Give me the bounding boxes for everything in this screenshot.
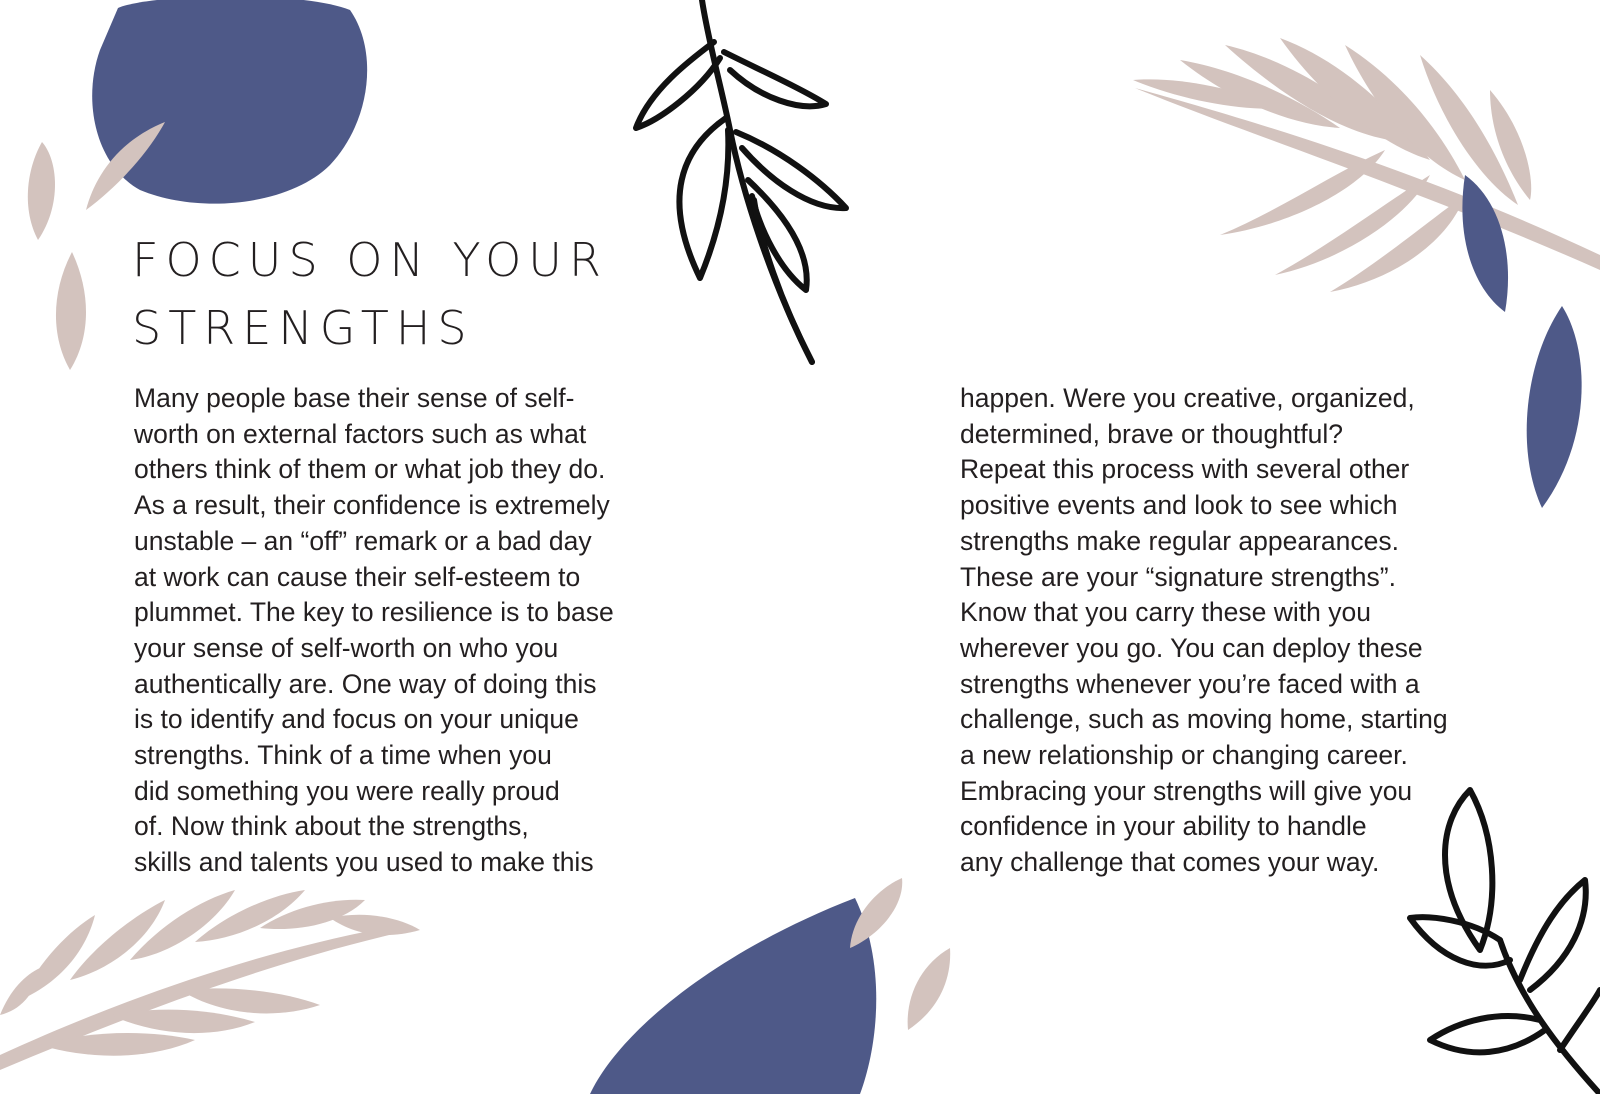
blush-leaf-bottom-2: [908, 948, 951, 1030]
body-line: skills and talents you used to make this: [134, 847, 594, 878]
body-line: strengths. Think of a time when you: [134, 740, 552, 771]
ink-branch-top: [636, 0, 846, 362]
body-line: at work can cause their self-esteem to: [134, 561, 581, 592]
body-line: confidence in your ability to handle: [960, 811, 1367, 842]
body-line: Repeat this process with several other: [960, 454, 1410, 485]
body-line: did something you were really proud: [134, 775, 560, 806]
navy-leaf-right-2: [1527, 306, 1582, 508]
body-line: determined, brave or thoughtful?: [960, 418, 1344, 449]
body-line: strengths whenever you’re faced with a: [960, 668, 1420, 699]
body-line: plummet. The key to resilience is to base: [134, 597, 614, 628]
navy-leaf-right-1: [1462, 175, 1508, 312]
body-line: Know that you carry these with you: [960, 597, 1371, 628]
title-line-2: STRENGTHS: [132, 301, 474, 355]
right-column-body-text: [960, 381, 1480, 881]
body-line: As a result, their confidence is extremely: [134, 490, 610, 521]
blush-fern-top-right: [1133, 38, 1600, 292]
body-line: These are your “signature strengths”.: [960, 561, 1396, 592]
body-line: a new relationship or changing career.: [960, 740, 1408, 771]
body-line: of. Now think about the strengths,: [134, 811, 529, 842]
blush-fern-bottom-left: [0, 890, 420, 1070]
body-line: your sense of self-worth on who you: [134, 632, 559, 663]
body-line: wherever you go. You can deploy these: [960, 632, 1423, 663]
body-line: others think of them or what job they do.: [134, 454, 606, 485]
page-title: [132, 226, 608, 362]
navy-half-circle-bottom: [590, 898, 876, 1094]
body-line: strengths make regular appearances.: [960, 525, 1399, 556]
blush-leaf-top-left-2: [28, 142, 55, 240]
title-line-1: FOCUS ON YOUR: [132, 233, 608, 287]
body-line: authentically are. One way of doing this: [134, 668, 597, 699]
body-line: Many people base their sense of self-: [134, 383, 575, 413]
navy-circle-top-left: [92, 0, 367, 204]
left-column-body-text: [134, 381, 654, 881]
body-line: unstable – an “off” remark or a bad day: [134, 525, 592, 556]
body-line: is to identify and focus on your unique: [134, 704, 579, 735]
body-line: challenge, such as moving home, starting: [960, 704, 1448, 735]
body-line: positive events and look to see which: [960, 490, 1398, 521]
blush-leaf-top-left-3: [56, 252, 86, 370]
body-line: Embracing your strengths will give you: [960, 775, 1413, 806]
body-line: happen. Were you creative, organized,: [960, 383, 1415, 413]
body-line: worth on external factors such as what: [134, 418, 587, 449]
body-line: any challenge that comes your way.: [960, 847, 1380, 878]
